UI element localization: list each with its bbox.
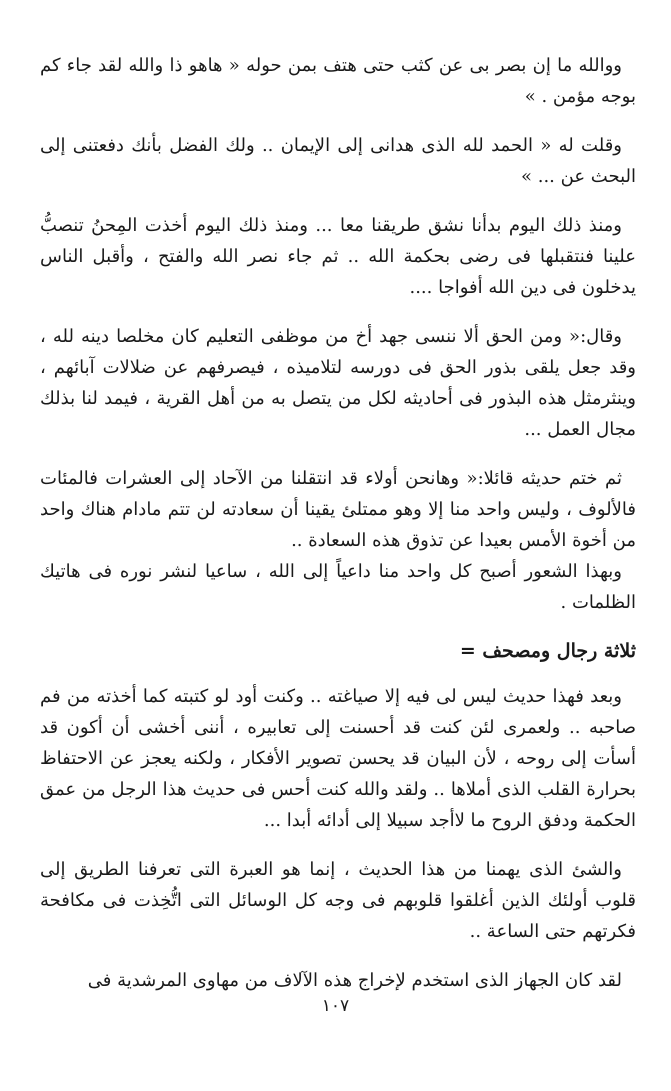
- paragraph-5: ثم ختم حديثه قائلا:« وهانحن أولاء قد انتقلنا من الآحاد إلى العشرات فالمئات فالألوف ، وليس واحد منا إلا وهو ممتلئ يقينا أن سعادته لن تتم مادام هناك واحد من أخوة الأمس بعيدا عن تذوق هذه السعادة ..: [40, 468, 636, 551]
- paragraph-3: ومنذ ذلك اليوم بدأنا نشق طريقنا معا ... ومنذ ذلك اليوم أخذت المِحنُ تنصبُّ علينا فنتقبلها فى رضى بحكمة الله .. ثم جاء نصر الله والفتح ، وأقبل الناس يدخلون فى دين الله أفواجا ....: [40, 215, 636, 298]
- paragraph-1: ووالله ما إن بصر بى عن كثب حتى هتف بمن حوله « هاهو ذا والله لقد جاء كم بوجه مؤمن . »: [40, 55, 636, 107]
- page-number: ١٠٧: [321, 996, 350, 1016]
- section-paragraph-1: وبعد فهذا حديث ليس لى فيه إلا صياغته .. وكنت أود لو كتبته كما أخذته من فم صاحبه .. ولعمرى لئن كنت قد أحسنت إلى تعابيره ، أننى أخشى أن أكون قد أسأت إلى روحه ، لأن البيان قد يحسن تصوير الأفكار ، ولكنه يعجز عن الاحتفاظ بحرارة القلب الذى أملاها .. ولقد والله كنت أحس فى حديث هذا الرجل من عمق الحكمة ودفق الروح ما لاأجد سبيلا إلى أدائه أبدا ...: [40, 686, 636, 831]
- section-paragraph-2: والشئ الذى يهمنا من هذا الحديث ، إنما هو العبرة التى تعرفنا الطريق إلى قلوب أولئك الذين أغلقوا قلوبهم فى وجه كل الوسائل التى اتُّخِذت فى مكافحة فكرتهم حتى الساعة ..: [40, 859, 636, 942]
- paragraph-6: وبهذا الشعور أصبح كل واحد منا داعياً إلى الله ، ساعيا لنشر نوره فى هاتيك الظلمات .: [40, 561, 636, 613]
- paragraph-2: وقلت له « الحمد لله الذى هدانى إلى الإيمان .. ولك الفضل بأنك دفعتنى إلى البحث عن ... »: [40, 135, 636, 187]
- paragraph-4: وقال:« ومن الحق ألا ننسى جهد أخ من موظفى التعليم كان مخلصا دينه لله ، وقد جعل يلقى بذور الحق فى دورسه لتلاميذه ، فيصرفهم عن ضلالات آبائهم ، وينثرمثل هذه البذور فى أحاديثه لكل من يتصل به من أهل القرية ، فيمد لنا بذلك مجال العمل ...: [40, 326, 636, 440]
- page-body: [40, 50, 636, 1014]
- section-paragraph-3: لقد كان الجهاز الذى استخدم لإخراج هذه الآلاف من مهاوى المرشدية فى: [87, 970, 622, 991]
- section-heading: ثلاثة رجال ومصحف =: [459, 640, 636, 662]
